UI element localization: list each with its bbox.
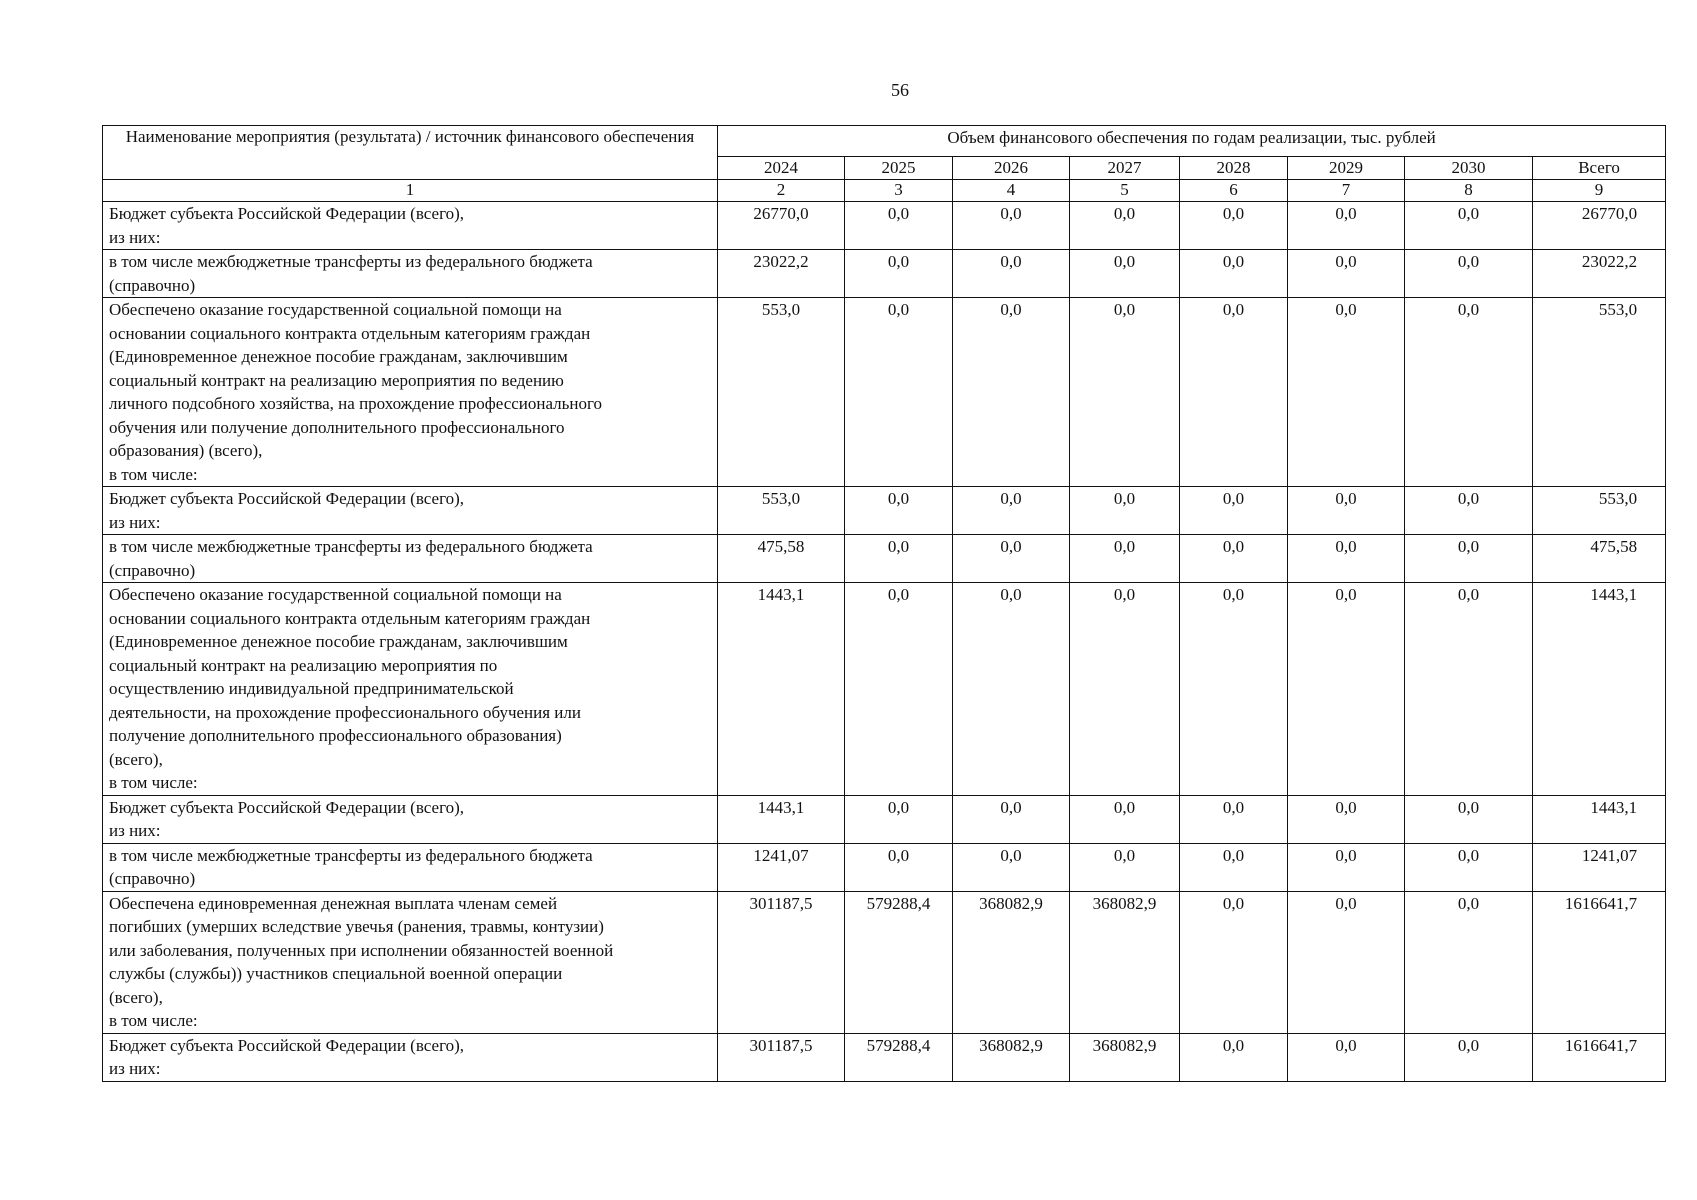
row-year-value: 0,0 (1070, 250, 1180, 298)
row-year-value: 0,0 (1288, 1033, 1405, 1081)
row-year-value: 0,0 (1180, 583, 1288, 796)
row-name: Обеспечено оказание государственной социальной помощи на основании социального контракта отдельным категориям граждан (Единовременное денежное пособие гражданам, заключившим социальный контракт на реализацию мероприятия по ведению личного подсобного хозяйства, на прохождение профессионального обучения или получение дополнительного профессионального образования) (всего), в том числе: (103, 298, 718, 487)
table-row (103, 535, 1666, 583)
table-row (103, 891, 1666, 1033)
row-name: Бюджет субъекта Российской Федерации (всего), из них: (103, 1033, 718, 1081)
column-number-9: 9 (1533, 180, 1666, 202)
row-name: в том числе межбюджетные трансферты из федерального бюджета (справочно) (103, 843, 718, 891)
row-total-value: 1616641,7 (1533, 891, 1666, 1033)
row-year-value: 0,0 (1405, 583, 1533, 796)
table-row (103, 298, 1666, 487)
year-header-5: 2028 (1180, 157, 1288, 180)
row-year-value: 0,0 (1288, 583, 1405, 796)
row-year-value: 0,0 (1180, 795, 1288, 843)
row-year-value: 0,0 (1405, 298, 1533, 487)
row-year-value: 26770,0 (718, 202, 845, 250)
row-year-value: 0,0 (845, 250, 953, 298)
row-year-value: 0,0 (1180, 250, 1288, 298)
row-year-value: 0,0 (1180, 298, 1288, 487)
row-total-value: 553,0 (1533, 298, 1666, 487)
table-body (103, 202, 1666, 1082)
financing-table (102, 125, 1666, 1082)
row-year-value: 0,0 (845, 535, 953, 583)
row-name: Бюджет субъекта Российской Федерации (всего), из них: (103, 487, 718, 535)
row-year-value: 0,0 (1288, 202, 1405, 250)
row-year-value: 0,0 (1405, 795, 1533, 843)
page-number: 56 (891, 80, 909, 100)
column-number-7: 7 (1288, 180, 1405, 202)
row-year-value: 0,0 (1070, 583, 1180, 796)
row-year-value: 553,0 (718, 487, 845, 535)
row-year-value: 0,0 (845, 298, 953, 487)
year-header-7: 2030 (1405, 157, 1533, 180)
row-year-value: 0,0 (1288, 298, 1405, 487)
row-year-value: 0,0 (1288, 487, 1405, 535)
row-year-value: 0,0 (1405, 202, 1533, 250)
row-year-value: 0,0 (1288, 250, 1405, 298)
column-number-5: 5 (1070, 180, 1180, 202)
row-year-value: 1443,1 (718, 795, 845, 843)
row-year-value: 0,0 (845, 487, 953, 535)
row-name: Обеспечена единовременная денежная выплата членам семей погибших (умерших вследствие увечья (ранения, травмы, контузии) или заболевания, полученных при исполнении обязанностей военной службы (службы)) участников специальной военной операции (всего), в том числе: (103, 891, 718, 1033)
column-number-6: 6 (1180, 180, 1288, 202)
row-year-value: 0,0 (1070, 487, 1180, 535)
row-year-value: 0,0 (1405, 843, 1533, 891)
row-year-value: 0,0 (1070, 202, 1180, 250)
column-number-row (103, 180, 1666, 202)
row-total-value: 475,58 (1533, 535, 1666, 583)
row-year-value: 0,0 (1288, 891, 1405, 1033)
row-year-value: 0,0 (1180, 891, 1288, 1033)
row-year-value: 0,0 (953, 487, 1070, 535)
row-year-value: 0,0 (1070, 298, 1180, 487)
row-year-value: 0,0 (953, 202, 1070, 250)
row-year-value: 0,0 (845, 843, 953, 891)
row-year-value: 0,0 (953, 583, 1070, 796)
row-year-value: 0,0 (1180, 1033, 1288, 1081)
row-year-value: 301187,5 (718, 891, 845, 1033)
row-year-value: 579288,4 (845, 1033, 953, 1081)
row-year-value: 0,0 (1405, 250, 1533, 298)
year-header-4: 2027 (1070, 157, 1180, 180)
row-year-value: 0,0 (1405, 487, 1533, 535)
row-year-value: 0,0 (953, 250, 1070, 298)
row-total-value: 26770,0 (1533, 202, 1666, 250)
row-total-value: 1616641,7 (1533, 1033, 1666, 1081)
row-year-value: 0,0 (1288, 843, 1405, 891)
row-year-value: 368082,9 (953, 1033, 1070, 1081)
table-row (103, 583, 1666, 796)
table-row (103, 843, 1666, 891)
row-total-value: 23022,2 (1533, 250, 1666, 298)
year-header-3: 2026 (953, 157, 1070, 180)
row-year-value: 0,0 (1070, 795, 1180, 843)
row-year-value: 23022,2 (718, 250, 845, 298)
row-year-value: 368082,9 (1070, 1033, 1180, 1081)
row-year-value: 0,0 (1180, 487, 1288, 535)
row-year-value: 579288,4 (845, 891, 953, 1033)
row-year-value: 301187,5 (718, 1033, 845, 1081)
row-year-value: 1443,1 (718, 583, 845, 796)
row-year-value: 0,0 (1180, 843, 1288, 891)
header-name-column: Наименование мероприятия (результата) / источник финансового обеспечения (103, 126, 718, 180)
row-year-value: 0,0 (1070, 535, 1180, 583)
row-year-value: 0,0 (1405, 1033, 1533, 1081)
row-year-value: 0,0 (1288, 795, 1405, 843)
row-year-value: 0,0 (845, 202, 953, 250)
table-row (103, 1033, 1666, 1081)
row-year-value: 0,0 (953, 795, 1070, 843)
row-year-value: 0,0 (1180, 535, 1288, 583)
table-row (103, 795, 1666, 843)
row-name: Обеспечено оказание государственной социальной помощи на основании социального контракта отдельным категориям граждан (Единовременное денежное пособие гражданам, заключившим социальный контракт на реализацию мероприятия по осуществлению индивидуальной предпринимательской деятельности, на прохождение профессионального обучения или получение дополнительного профессионального образования) (всего), в том числе: (103, 583, 718, 796)
row-year-value: 0,0 (845, 583, 953, 796)
row-name: в том числе межбюджетные трансферты из федерального бюджета (справочно) (103, 535, 718, 583)
column-number-2: 2 (718, 180, 845, 202)
row-name: Бюджет субъекта Российской Федерации (всего), из них: (103, 795, 718, 843)
row-year-value: 0,0 (953, 298, 1070, 487)
row-year-value: 0,0 (953, 535, 1070, 583)
row-year-value: 0,0 (845, 795, 953, 843)
column-number-1: 1 (103, 180, 718, 202)
row-total-value: 1443,1 (1533, 583, 1666, 796)
year-header-6: 2029 (1288, 157, 1405, 180)
column-number-3: 3 (845, 180, 953, 202)
column-number-4: 4 (953, 180, 1070, 202)
year-header-8: Всего (1533, 157, 1666, 180)
row-year-value: 0,0 (1405, 891, 1533, 1033)
year-header-2: 2025 (845, 157, 953, 180)
row-year-value: 1241,07 (718, 843, 845, 891)
year-header-1: 2024 (718, 157, 845, 180)
row-year-value: 368082,9 (1070, 891, 1180, 1033)
row-year-value: 0,0 (1070, 843, 1180, 891)
row-year-value: 553,0 (718, 298, 845, 487)
row-year-value: 0,0 (1288, 535, 1405, 583)
row-total-value: 1241,07 (1533, 843, 1666, 891)
row-year-value: 0,0 (1180, 202, 1288, 250)
table-row (103, 250, 1666, 298)
table-row (103, 202, 1666, 250)
header-volume-column: Объем финансового обеспечения по годам реализации, тыс. рублей (718, 126, 1666, 157)
row-name: в том числе межбюджетные трансферты из федерального бюджета (справочно) (103, 250, 718, 298)
row-total-value: 553,0 (1533, 487, 1666, 535)
row-year-value: 0,0 (1405, 535, 1533, 583)
row-year-value: 475,58 (718, 535, 845, 583)
column-number-8: 8 (1405, 180, 1533, 202)
table-row (103, 487, 1666, 535)
row-name: Бюджет субъекта Российской Федерации (всего), из них: (103, 202, 718, 250)
row-year-value: 0,0 (953, 843, 1070, 891)
row-total-value: 1443,1 (1533, 795, 1666, 843)
row-year-value: 368082,9 (953, 891, 1070, 1033)
